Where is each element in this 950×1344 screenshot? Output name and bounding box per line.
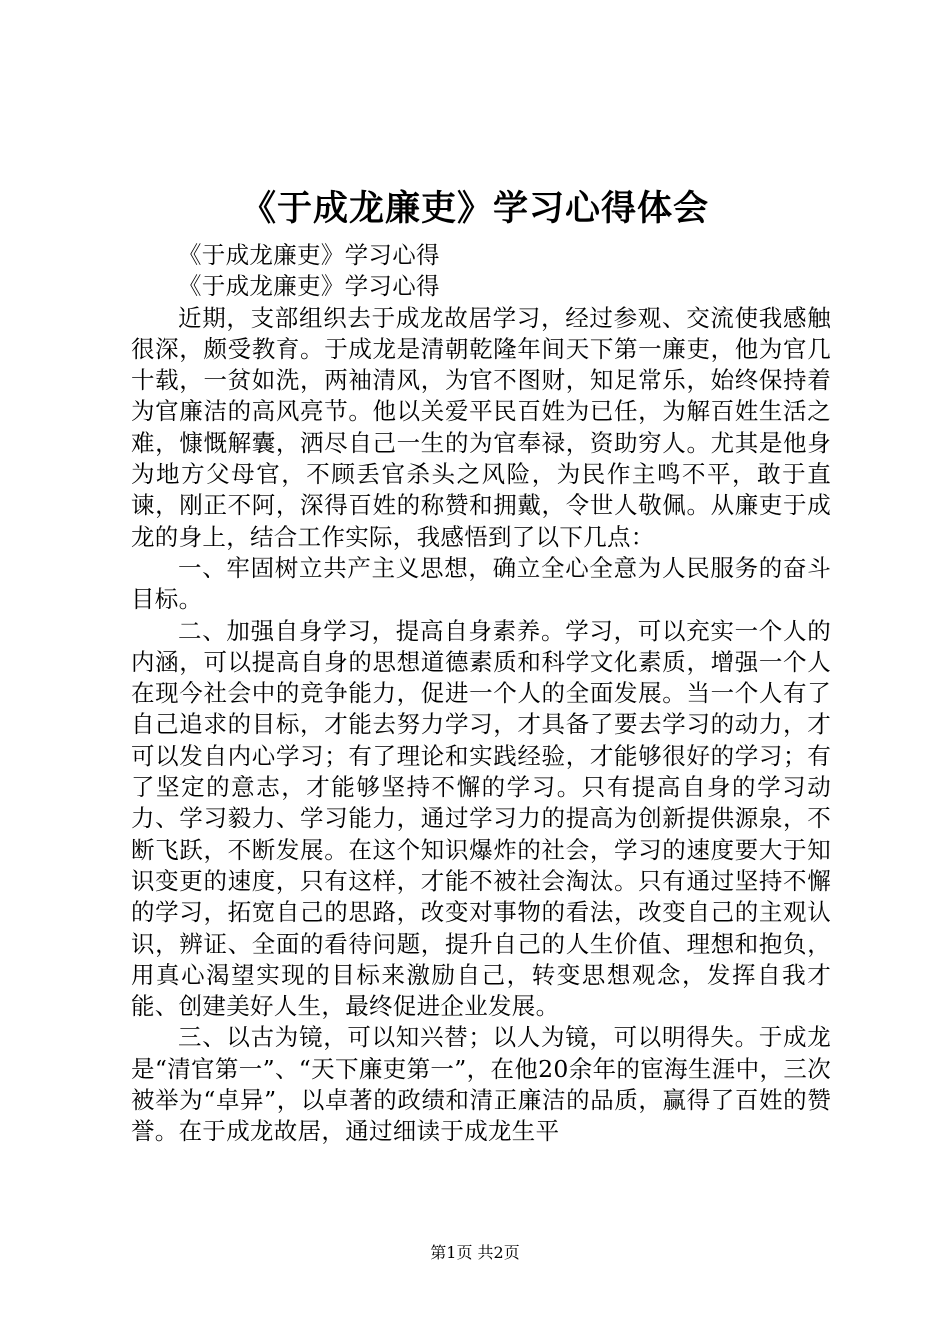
- body-paragraph: 二、加强自身学习，提高自身素养。学习，可以充实一个人的内涵，可以提高自身的思想道德素质和科学文化素质，增强一个人在现今社会中的竞争能力，促进一个人的全面发展。当一个人有了自己追求的目标，才能去努力学习，才具备了要去学习的动力，才可以发自内心学习；有了理论和实践经验，才能够很好的学习；有了坚定的意志，才能够坚持不懈的学习。只有提高自身的学习动力、学习毅力、学习能力，通过学习力的提高为创新提供源泉，不断飞跃，不断发展。在这个知识爆炸的社会，学习的速度要大于知识变更的速度，只有这样，才能不被社会淘汰。只有通过坚持不懈的学习，拓宽自己的思路，改变对事物的看法，改变自己的主观认识，辨证、全面的看待问题，提升自己的人生价值、理想和抱负，用真心渴望实现的目标来激励自己，转变思想观念，发挥自我才能、创建美好人生，最终促进企业发展。: [131, 616, 831, 1021]
- body-paragraph: 三、以古为镜，可以知兴替；以人为镜，可以明得失。于成龙是“清官第一”、“天下廉吏第一”，在他20余年的宦海生涯中，三次被举为“卓异”，以卓著的政绩和清正廉洁的品质，赢得了百姓的赞誉。在于成龙故居，通过细读于成龙生平: [131, 1023, 831, 1146]
- subtitle-line: 《于成龙廉吏》学习心得: [178, 241, 440, 269]
- page-footer: 第1页 共2页: [430, 1243, 520, 1262]
- body-paragraph: 一、牢固树立共产主义思想，确立全心全意为人民服务的奋斗目标。: [131, 553, 831, 614]
- document-body: [131, 240, 831, 1148]
- subtitle-line: 《于成龙廉吏》学习心得: [178, 272, 440, 301]
- document-title: 《于成龙廉吏》学习心得体会: [240, 188, 709, 229]
- body-paragraph: 近期，支部组织去于成龙故居学习，经过参观、交流使我感触很深，颇受教育。于成龙是清朝乾隆年间天下第一廉吏，他为官几十载，一贫如洗，两袖清风，为官不图财，知足常乐，始终保持着为官廉洁的高风亮节。他以关爱平民百姓为已任，为解百姓生活之难，慷慨解囊，洒尽自己一生的为官奉禄，资助穷人。尤其是他身为地方父母官，不顾丢官杀头之风险，为民作主鸣不平，敢于直谏，刚正不阿，深得百姓的称赞和拥戴，令世人敬佩。从廉吏于成龙的身上，结合工作实际，我感悟到了以下几点：: [131, 303, 831, 551]
